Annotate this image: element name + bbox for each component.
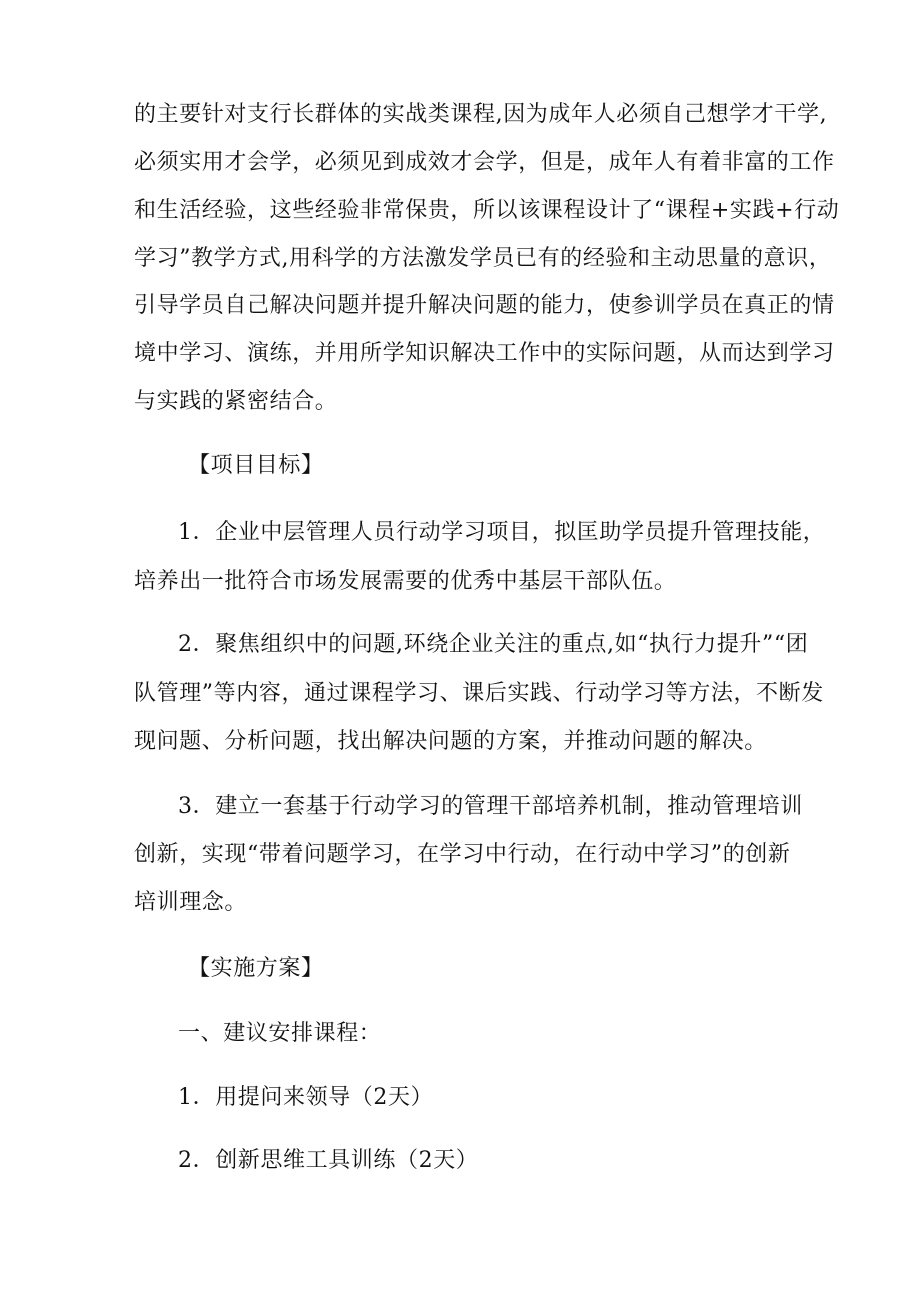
goal-2-line-2: 队管理”等内容，通过课程学习、课后实践、行动学习等方法，不断发 <box>134 681 824 706</box>
course-item-2: 2．创新思维工具训练（2天） <box>178 1148 479 1173</box>
intro-line-4: 学习”教学方式,用科学的方法激发学员已有的经验和主动思量的意识， <box>134 246 832 271</box>
goal-1-line-1: 1．企业中层管理人员行动学习项目，拟匡助学员提升管理技能， <box>178 520 826 545</box>
intro-line-5: 引导学员自己解决问题并提升解决问题的能力，使参训学员在真正的情 <box>134 293 835 318</box>
intro-line-2: 必须实用才会学，必须见到成效才会学，但是，成年人有着非富的工作 <box>134 150 835 175</box>
goal-2-line-3: 现问题、分析问题，找出解决问题的方案，并推动问题的解决。 <box>134 729 767 754</box>
intro-line-1: 的主要针对支行长群体的实战类课程,因为成年人必须自己想学才干学, <box>134 102 828 127</box>
intro-line-3: 和生活经验，这些经验非常保贵，所以该课程设计了“课程+实践+行动 <box>134 198 840 223</box>
goal-3-line-1: 3．建立一套基于行动学习的管理干部培养机制，推动管理培训 <box>178 794 803 819</box>
goal-3-line-2: 创新，实现“带着问题学习，在学习中行动，在行动中学习”的创新 <box>134 842 791 867</box>
heading-implementation-plan: 【实施方案】 <box>188 956 324 981</box>
goal-2-line-1: 2．聚焦组织中的问题,环绕企业关注的重点,如“执行力提升”“团 <box>178 632 809 657</box>
intro-line-7: 与实践的紧密结合。 <box>134 389 338 414</box>
heading-project-goals: 【项目目标】 <box>188 453 324 478</box>
course-item-1: 1．用提问来领导（2天） <box>178 1085 434 1110</box>
plan-intro: 一、建议安排课程： <box>178 1021 382 1046</box>
intro-line-6: 境中学习、演练，并用所学知识解决工作中的实际问题，从而达到学习 <box>134 341 835 366</box>
goal-1-line-2: 培养出一批符合市场发展需要的优秀中基层干部队伍。 <box>134 569 677 594</box>
goal-3-line-3: 培训理念。 <box>134 890 248 915</box>
